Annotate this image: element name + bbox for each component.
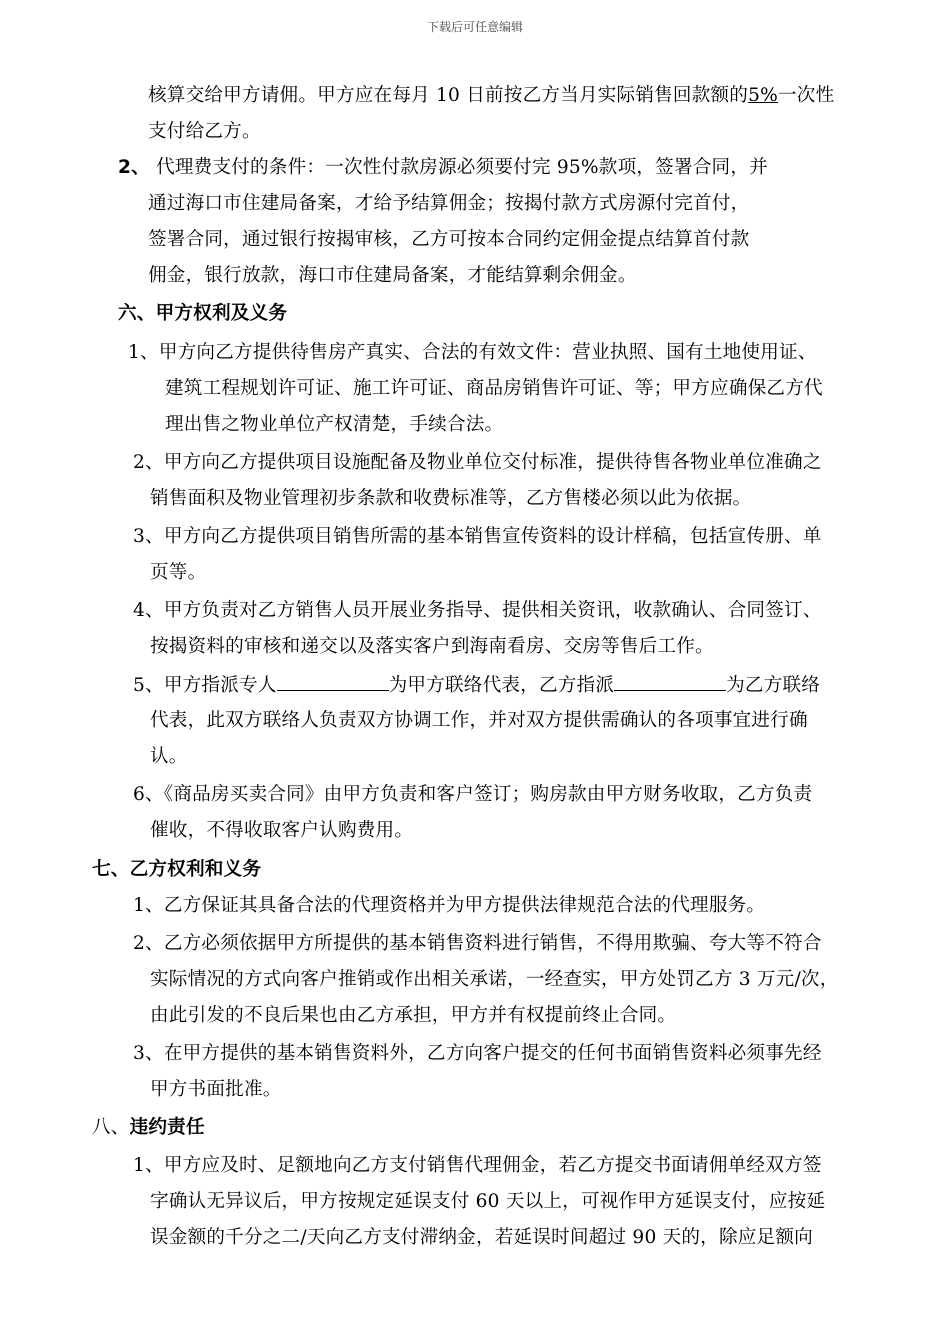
s7-i3-line1: 3、在甲方提供的基本销售资料外，乙方向客户提交的任何书面销售资料必须事先经 — [133, 1043, 822, 1064]
s5-p1-line2: 支付给乙方。 — [148, 121, 261, 142]
s6-i4-line2: 按揭资料的审核和递交以及落实客户到海南看房、交房等售后工作。 — [150, 636, 714, 657]
s7-i1-line1: 1、乙方保证其具备合法的代理资格并为甲方提供法律规范合法的代理服务。 — [133, 895, 766, 916]
commission-percent: 5% — [748, 85, 779, 106]
section-7-heading: 七、乙方权利和义务 — [92, 859, 262, 880]
s6-i4-line1: 4、甲方负责对乙方销售人员开展业务指导、提供相关资讯，收款确认、合同签订、 — [133, 600, 822, 621]
s6-i5-line2: 代表，此双方联络人负责双方协调工作，并对双方提供需确认的各项事宜进行确 — [150, 710, 808, 731]
s5-p2-line4: 佣金，银行放款，海口市住建局备案，才能结算剩余佣金。 — [148, 265, 637, 286]
text: 为甲方联络代表，乙方指派 — [388, 675, 615, 696]
s7-i2-line1: 2、乙方必须依据甲方所提供的基本销售资料进行销售，不得用欺骗、夸大等不符合 — [133, 933, 822, 954]
s5-p2-line1 — [118, 155, 768, 181]
s6-i6-line1: 6、《商品房买卖合同》由甲方负责和客户签订；购房款由甲方财务收取，乙方负责 — [133, 784, 813, 805]
text: 代理费支付的条件：一次性付款房源必须要付完 95%款项，签署合同，并 — [156, 157, 768, 178]
s6-i2-line2: 销售面积及物业管理初步条款和收费标准等，乙方售楼必须以此为依据。 — [150, 488, 752, 509]
heading-title: 违约责任 — [129, 1117, 205, 1138]
s8-i1-line2: 字确认无异议后，甲方按规定延误支付 60 天以上，可视作甲方延误支付，应按延 — [150, 1191, 826, 1212]
s6-i3-line2: 页等。 — [150, 562, 207, 583]
s8-i1-line3: 误金额的千分之二/天向乙方支付滞纳金，若延误时间超过 90 天的，除应足额向 — [150, 1227, 813, 1248]
s6-i6-line2: 催收，不得收取客户认购费用。 — [150, 820, 414, 841]
s7-i2-line2: 实际情况的方式向客户推销或作出相关承诺，一经查实，甲方处罚乙方 3 万元/次， — [150, 969, 839, 990]
s6-i1-line1: 1、甲方向乙方提供待售房产真实、合法的有效文件：营业执照、国有土地使用证、 — [128, 342, 817, 363]
section-8-heading — [92, 1115, 205, 1141]
s6-i1-line2: 建筑工程规划许可证、施工许可证、商品房销售许可证、等；甲方应确保乙方代 — [165, 378, 823, 399]
text: 为乙方联络 — [726, 675, 821, 696]
s6-i3-line1: 3、甲方向乙方提供项目销售所需的基本销售宣传资料的设计样稿，包括宣传册、单 — [133, 526, 822, 547]
s6-i1-line3: 理出售之物业单位产权清楚，手续合法。 — [165, 414, 504, 435]
page-header: 下载后可任意编辑 — [426, 20, 523, 34]
s5-p2-line2: 通过海口市住建局备案，才给予结算佣金；按揭付款方式房源付完首付， — [148, 193, 750, 214]
s5-p2-line3: 签署合同，通过银行按揭审核，乙方可按本合同约定佣金提点结算首付款 — [148, 229, 750, 250]
heading-number: 八、 — [92, 1117, 130, 1138]
item-number: 2、 — [118, 157, 150, 178]
text: 核算交给甲方请佣。甲方应在每月 10 日前按乙方当月实际销售回款额的 — [148, 85, 749, 106]
party-a-contact-blank[interactable] — [277, 672, 389, 691]
text: 一次性 — [778, 85, 835, 106]
s7-i3-line2: 甲方书面批准。 — [150, 1079, 282, 1100]
s6-i2-line1: 2、甲方向乙方提供项目设施配备及物业单位交付标准，提供待售各物业单位准确之 — [133, 452, 822, 473]
s6-i5-line3: 认。 — [150, 746, 188, 767]
s8-i1-line1: 1、甲方应及时、足额地向乙方支付销售代理佣金，若乙方提交书面请佣单经双方签 — [133, 1155, 822, 1176]
text: 5、甲方指派专人 — [133, 675, 277, 696]
s6-i5-line1 — [133, 672, 820, 699]
section-6-heading: 六、甲方权利及义务 — [118, 303, 288, 324]
s5-p1-line1 — [148, 83, 834, 109]
s7-i2-line3: 由此引发的不良后果也由乙方承担，甲方并有权提前终止合同。 — [150, 1005, 677, 1026]
party-b-contact-blank[interactable] — [614, 672, 726, 691]
